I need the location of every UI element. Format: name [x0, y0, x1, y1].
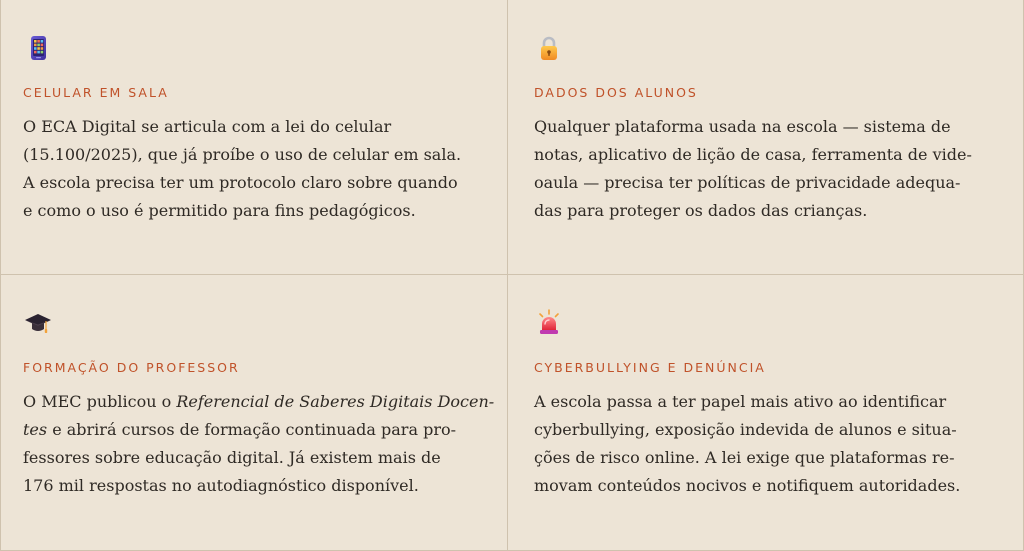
card-body	[23, 388, 495, 500]
graduation-cap-icon	[23, 308, 53, 338]
card-body-line: das para proteger os dados das crianças.	[534, 201, 868, 220]
card-title: CYBERBULLYING E DENÚNCIA	[534, 360, 766, 375]
card-body	[534, 388, 994, 500]
card-body	[23, 113, 483, 225]
card-celular-em-sala	[23, 33, 493, 225]
card-body-line: e como o uso é permitido para fins pedagógicos.	[23, 201, 416, 220]
card-body-line: A escola precisa ter um protocolo claro sobre quando	[23, 173, 458, 192]
card-body-italic-text: tes	[23, 420, 48, 439]
lock-icon	[534, 33, 564, 63]
card-formacao-do-professor	[23, 308, 493, 500]
card-body	[534, 113, 994, 225]
card-body-line: 176 mil respostas no autodiagnóstico disponível.	[23, 476, 419, 495]
grid-divider-vertical	[507, 0, 508, 551]
card-body-line: ções de risco online. A lei exige que plataformas re-	[534, 448, 955, 467]
card-cyberbullying-e-denuncia	[534, 308, 1004, 500]
card-body-line: A escola passa a ter papel mais ativo ao identificar	[534, 392, 947, 411]
card-body-line: fessores sobre educação digital. Já existem mais de	[23, 448, 441, 467]
card-body-line: cyberbullying, exposição indevida de alunos e situa-	[534, 420, 957, 439]
police-siren-icon	[534, 308, 564, 338]
card-body-line	[23, 416, 483, 444]
card-title: DADOS DOS ALUNOS	[534, 85, 698, 100]
card-title: CELULAR EM SALA	[23, 85, 169, 100]
card-title: FORMAÇÃO DO PROFESSOR	[23, 360, 240, 375]
mobile-phone-icon	[23, 33, 53, 63]
card-body-line: (15.100/2025), que já proíbe o uso de celular em sala.	[23, 145, 462, 164]
card-body-line: movam conteúdos nocivos e notifiquem autoridades.	[534, 476, 961, 495]
card-body-line: oaula — precisa ter políticas de privacidade adequa-	[534, 173, 961, 192]
card-body-text: O MEC publicou o	[23, 392, 177, 411]
card-body-text: e abrirá cursos de formação continuada para pro-	[47, 420, 456, 439]
card-body-line: O ECA Digital se articula com a lei do celular	[23, 117, 392, 136]
card-body-line	[23, 388, 495, 416]
grid-divider-horizontal	[0, 274, 1024, 275]
card-body-italic-text: Referencial de Saberes Digitais Docen-	[176, 392, 495, 411]
card-dados-dos-alunos	[534, 33, 1004, 225]
card-body-line: Qualquer plataforma usada na escola — sistema de	[534, 117, 951, 136]
card-body-line: notas, aplicativo de lição de casa, ferramenta de vide-	[534, 145, 972, 164]
